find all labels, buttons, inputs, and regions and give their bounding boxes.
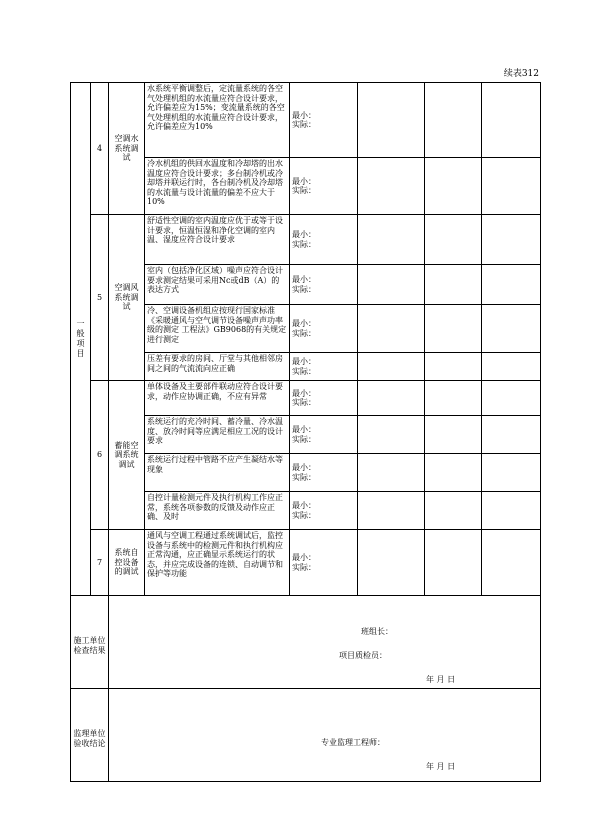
requirement-text: 系统运行过程中管路不应产生凝结水等现象 [145,454,290,492]
table-row [71,381,541,416]
table-row [71,530,541,596]
system-name: 空调水系统调试 [109,83,145,215]
min-actual-label: 最小： 实际： [290,530,358,596]
inspection-table [70,82,541,782]
inspection-record-cell[interactable] [358,454,425,492]
system-name: 系统自控设备的调试 [109,530,145,596]
category-label: 一般项目 [76,319,85,358]
requirement-text: 单体设备及主要部件联动应符合设计要求，动作应协调正确，不应有异常 [145,381,290,416]
inspection-record-cell[interactable] [358,492,425,530]
inspection-record-cell[interactable] [482,381,541,416]
inspection-record-cell[interactable] [358,305,425,353]
min-actual-label: 最小： 实际： [290,416,358,454]
min-actual-label: 最小： 实际： [290,353,358,381]
inspection-record-cell[interactable] [425,265,482,305]
table-row [71,83,541,158]
construction-result-cell[interactable] [109,596,541,689]
inspection-record-cell[interactable] [425,530,482,596]
requirement-text: 通风与空调工程通过系统调试后，监控设备与系统中的检测元件和执行机构应正常沟通，应正确显示系统运行的状态，并应完成设备的连锁、自动调节和保护等功能 [145,530,290,596]
construction-unit-label: 施工单位检查结果 [71,596,109,689]
inspection-record-cell[interactable] [482,305,541,353]
inspection-record-cell[interactable] [482,158,541,215]
inspection-record-cell[interactable] [482,530,541,596]
requirement-text: 舒适性空调的室内温度应优于或等于设计要求，恒温恒湿和净化空调的室内温、湿度应符合设计要求 [145,215,290,265]
min-actual-label: 最小： 实际： [290,381,358,416]
team-leader-label: 班组长： [361,627,393,636]
item-number: 6 [91,381,109,530]
requirement-text: 系统运行的充冷时间、蓄冷量、冷水温度、放冷时间等应满足相应工况的设计要求 [145,416,290,454]
requirement-text: 冷、空调设备机组应按现行国家标准《采暖通风与空气调节设备噪声声功率级的测定 工程法》GB9068的有关规定进行测定 [145,305,290,353]
inspection-record-cell[interactable] [482,215,541,265]
item-number: 4 [91,83,109,215]
inspection-record-cell[interactable] [482,83,541,158]
inspection-record-cell[interactable] [425,492,482,530]
requirement-text: 水系统平衡调整后，定流量系统的各空气处理机组的水流量应符合设计要求，允许偏差应为15%；变流量系统的各空气处理机组的水流量应符合设计要求，允许偏差应为10% [145,83,290,158]
inspection-record-cell[interactable] [425,83,482,158]
inspection-record-cell[interactable] [358,353,425,381]
item-number: 7 [91,530,109,596]
inspection-record-cell[interactable] [482,265,541,305]
system-name: 空调风系统调试 [109,215,145,381]
table-row [71,215,541,265]
requirement-text: 自控计量检测元件及执行机构工作应正常，系统各项参数的反馈及动作应正确、及时 [145,492,290,530]
min-actual-label: 最小： 实际： [290,158,358,215]
inspection-record-cell[interactable] [358,530,425,596]
inspection-record-cell[interactable] [425,215,482,265]
inspection-record-cell[interactable] [358,265,425,305]
supervision-engineer-label: 专业监理工程师： [321,738,385,747]
inspection-record-cell[interactable] [425,305,482,353]
requirement-text: 室内（包括净化区域）噪声应符合设计要求测定结果可采用Nc或dB（A）的表达方式 [145,265,290,305]
continuation-label: 续表312 [503,69,539,79]
category-cell [71,83,91,596]
min-actual-label: 最小： 实际： [290,215,358,265]
inspection-record-cell[interactable] [358,416,425,454]
inspection-record-cell[interactable] [482,353,541,381]
min-actual-label: 最小： 实际： [290,305,358,353]
inspection-record-cell[interactable] [425,158,482,215]
construction-date-label: 年 月 日 [426,675,456,684]
min-actual-label: 最小： 实际： [290,83,358,158]
item-number: 5 [91,215,109,381]
inspection-record-cell[interactable] [425,353,482,381]
inspection-record-cell[interactable] [482,492,541,530]
min-actual-label: 最小： 实际： [290,265,358,305]
inspection-record-cell[interactable] [358,83,425,158]
inspection-record-cell[interactable] [425,416,482,454]
inspection-record-cell[interactable] [482,416,541,454]
inspection-record-cell[interactable] [425,454,482,492]
supervision-conclusion-cell[interactable] [109,689,541,782]
min-actual-label: 最小： 实际： [290,492,358,530]
requirement-text: 冷水机组的供回水温度和冷却塔的出水温度应符合设计要求；多台制冷机或冷却塔并联运行时，各台制冷机及冷却塔的水流量与设计流量的偏差不应大于10% [145,158,290,215]
inspection-record-cell[interactable] [358,381,425,416]
supervision-unit-label: 监理单位验收结论 [71,689,109,782]
requirement-text: 压差有要求的房间、厅堂与其他相邻房间之间的气流流向应正确 [145,353,290,381]
quality-inspector-label: 项目质检员： [339,651,387,660]
supervision-date-label: 年 月 日 [426,762,456,771]
inspection-record-cell[interactable] [358,158,425,215]
min-actual-label: 最小： 实际： [290,454,358,492]
system-name: 蓄能空调系统调试 [109,381,145,530]
inspection-record-cell[interactable] [482,454,541,492]
inspection-record-cell[interactable] [358,215,425,265]
inspection-record-cell[interactable] [425,381,482,416]
